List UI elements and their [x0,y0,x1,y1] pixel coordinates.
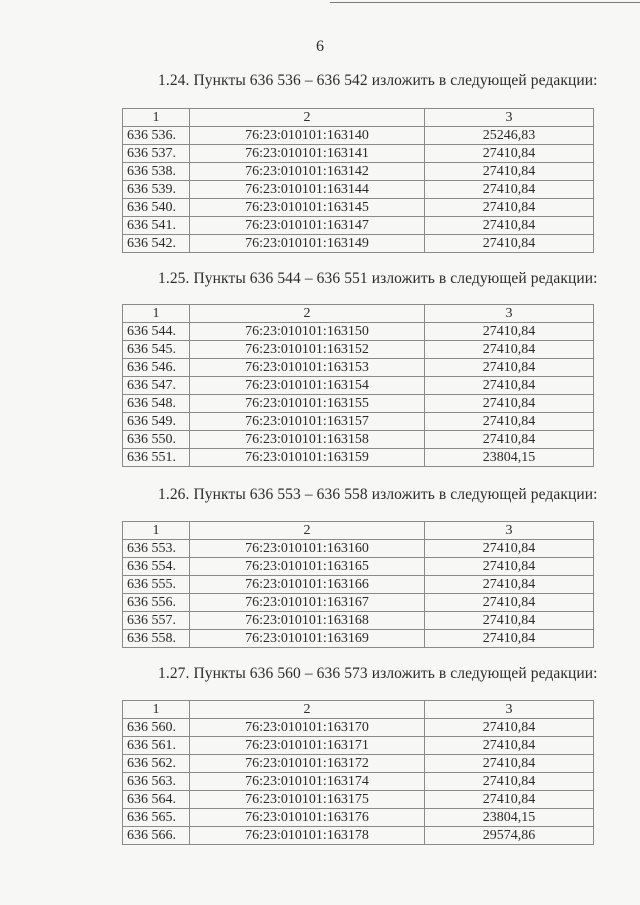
table-row [123,431,594,449]
cadastral-number-cell: 76:23:010101:163175 [190,791,425,809]
value-cell: 27410,84 [425,341,594,359]
value-cell: 27410,84 [425,791,594,809]
table-row [123,163,594,181]
value-cell: 27410,84 [425,323,594,341]
table-1-24 [122,108,594,253]
table-row [123,377,594,395]
item-number-cell: 636 538. [123,163,190,181]
cadastral-number-cell: 76:23:010101:163171 [190,737,425,755]
table-header-row [123,701,594,719]
cadastral-number-cell: 76:23:010101:163170 [190,719,425,737]
cadastral-number-cell: 76:23:010101:163140 [190,127,425,145]
table-row [123,827,594,845]
cadastral-number-cell: 76:23:010101:163155 [190,395,425,413]
value-cell: 27410,84 [425,181,594,199]
item-number-cell: 636 545. [123,341,190,359]
value-cell: 23804,15 [425,449,594,467]
table-row [123,755,594,773]
table-row [123,594,594,612]
cadastral-number-cell: 76:23:010101:163144 [190,181,425,199]
table-1-25 [122,304,594,467]
item-number-cell: 636 547. [123,377,190,395]
item-number-cell: 636 557. [123,612,190,630]
value-cell: 27410,84 [425,199,594,217]
section-heading-1-26: 1.26. Пункты 636 553 – 636 558 изложить в следующей редакции: [158,486,598,503]
section-heading-1-25: 1.25. Пункты 636 544 – 636 551 изложить в следующей редакции: [158,270,598,287]
cadastral-number-cell: 76:23:010101:163166 [190,576,425,594]
table-row [123,217,594,235]
table-row [123,791,594,809]
column-header-3: 3 [425,701,594,719]
value-cell: 27410,84 [425,359,594,377]
value-cell: 27410,84 [425,737,594,755]
column-header-3: 3 [425,522,594,540]
cadastral-number-cell: 76:23:010101:163157 [190,413,425,431]
item-number-cell: 636 542. [123,235,190,253]
table-row [123,576,594,594]
value-cell: 27410,84 [425,576,594,594]
table-row [123,612,594,630]
cadastral-number-cell: 76:23:010101:163158 [190,431,425,449]
page-number: 6 [316,38,324,55]
value-cell: 27410,84 [425,145,594,163]
value-cell: 27410,84 [425,217,594,235]
item-number-cell: 636 551. [123,449,190,467]
table-row [123,181,594,199]
cadastral-number-cell: 76:23:010101:163169 [190,630,425,648]
table-row [123,145,594,163]
section-heading-1-27: 1.27. Пункты 636 560 – 636 573 изложить в следующей редакции: [158,665,598,682]
table-row [123,558,594,576]
section-heading-1-24: 1.24. Пункты 636 536 – 636 542 изложить в следующей редакции: [158,72,598,89]
table-row [123,630,594,648]
column-header-1: 1 [123,305,190,323]
item-number-cell: 636 550. [123,431,190,449]
value-cell: 27410,84 [425,540,594,558]
table-row [123,449,594,467]
cadastral-number-cell: 76:23:010101:163167 [190,594,425,612]
top-rule [330,2,640,3]
table-row [123,127,594,145]
cadastral-number-cell: 76:23:010101:163168 [190,612,425,630]
item-number-cell: 636 549. [123,413,190,431]
cadastral-number-cell: 76:23:010101:163174 [190,773,425,791]
item-number-cell: 636 561. [123,737,190,755]
cadastral-number-cell: 76:23:010101:163160 [190,540,425,558]
item-number-cell: 636 546. [123,359,190,377]
column-header-1: 1 [123,109,190,127]
table-row [123,199,594,217]
value-cell: 27410,84 [425,163,594,181]
cadastral-number-cell: 76:23:010101:163149 [190,235,425,253]
column-header-3: 3 [425,109,594,127]
column-header-2: 2 [190,109,425,127]
table-1-27 [122,700,594,845]
value-cell: 27410,84 [425,431,594,449]
value-cell: 27410,84 [425,755,594,773]
cadastral-number-cell: 76:23:010101:163145 [190,199,425,217]
value-cell: 25246,83 [425,127,594,145]
table-row [123,737,594,755]
value-cell: 27410,84 [425,558,594,576]
table-row [123,413,594,431]
column-header-3: 3 [425,305,594,323]
item-number-cell: 636 554. [123,558,190,576]
column-header-2: 2 [190,522,425,540]
cadastral-number-cell: 76:23:010101:163141 [190,145,425,163]
value-cell: 27410,84 [425,773,594,791]
item-number-cell: 636 555. [123,576,190,594]
value-cell: 23804,15 [425,809,594,827]
value-cell: 27410,84 [425,630,594,648]
item-number-cell: 636 539. [123,181,190,199]
column-header-1: 1 [123,701,190,719]
table-row [123,235,594,253]
cadastral-number-cell: 76:23:010101:163178 [190,827,425,845]
table-row [123,773,594,791]
table-row [123,323,594,341]
table-1-26 [122,521,594,648]
item-number-cell: 636 540. [123,199,190,217]
item-number-cell: 636 558. [123,630,190,648]
value-cell: 27410,84 [425,719,594,737]
table-header-row [123,109,594,127]
item-number-cell: 636 537. [123,145,190,163]
value-cell: 29574,86 [425,827,594,845]
cadastral-number-cell: 76:23:010101:163176 [190,809,425,827]
item-number-cell: 636 553. [123,540,190,558]
value-cell: 27410,84 [425,594,594,612]
column-header-2: 2 [190,701,425,719]
table-row [123,540,594,558]
value-cell: 27410,84 [425,377,594,395]
table-header-row [123,522,594,540]
table-row [123,395,594,413]
value-cell: 27410,84 [425,413,594,431]
item-number-cell: 636 565. [123,809,190,827]
value-cell: 27410,84 [425,395,594,413]
item-number-cell: 636 556. [123,594,190,612]
cadastral-number-cell: 76:23:010101:163142 [190,163,425,181]
value-cell: 27410,84 [425,235,594,253]
column-header-1: 1 [123,522,190,540]
cadastral-number-cell: 76:23:010101:163172 [190,755,425,773]
cadastral-number-cell: 76:23:010101:163153 [190,359,425,377]
cadastral-number-cell: 76:23:010101:163152 [190,341,425,359]
column-header-2: 2 [190,305,425,323]
item-number-cell: 636 566. [123,827,190,845]
item-number-cell: 636 541. [123,217,190,235]
item-number-cell: 636 563. [123,773,190,791]
item-number-cell: 636 560. [123,719,190,737]
item-number-cell: 636 544. [123,323,190,341]
item-number-cell: 636 548. [123,395,190,413]
value-cell: 27410,84 [425,612,594,630]
cadastral-number-cell: 76:23:010101:163154 [190,377,425,395]
item-number-cell: 636 564. [123,791,190,809]
cadastral-number-cell: 76:23:010101:163150 [190,323,425,341]
cadastral-number-cell: 76:23:010101:163165 [190,558,425,576]
cadastral-number-cell: 76:23:010101:163147 [190,217,425,235]
item-number-cell: 636 536. [123,127,190,145]
table-row [123,341,594,359]
table-row [123,809,594,827]
table-row [123,719,594,737]
item-number-cell: 636 562. [123,755,190,773]
table-header-row [123,305,594,323]
cadastral-number-cell: 76:23:010101:163159 [190,449,425,467]
table-row [123,359,594,377]
